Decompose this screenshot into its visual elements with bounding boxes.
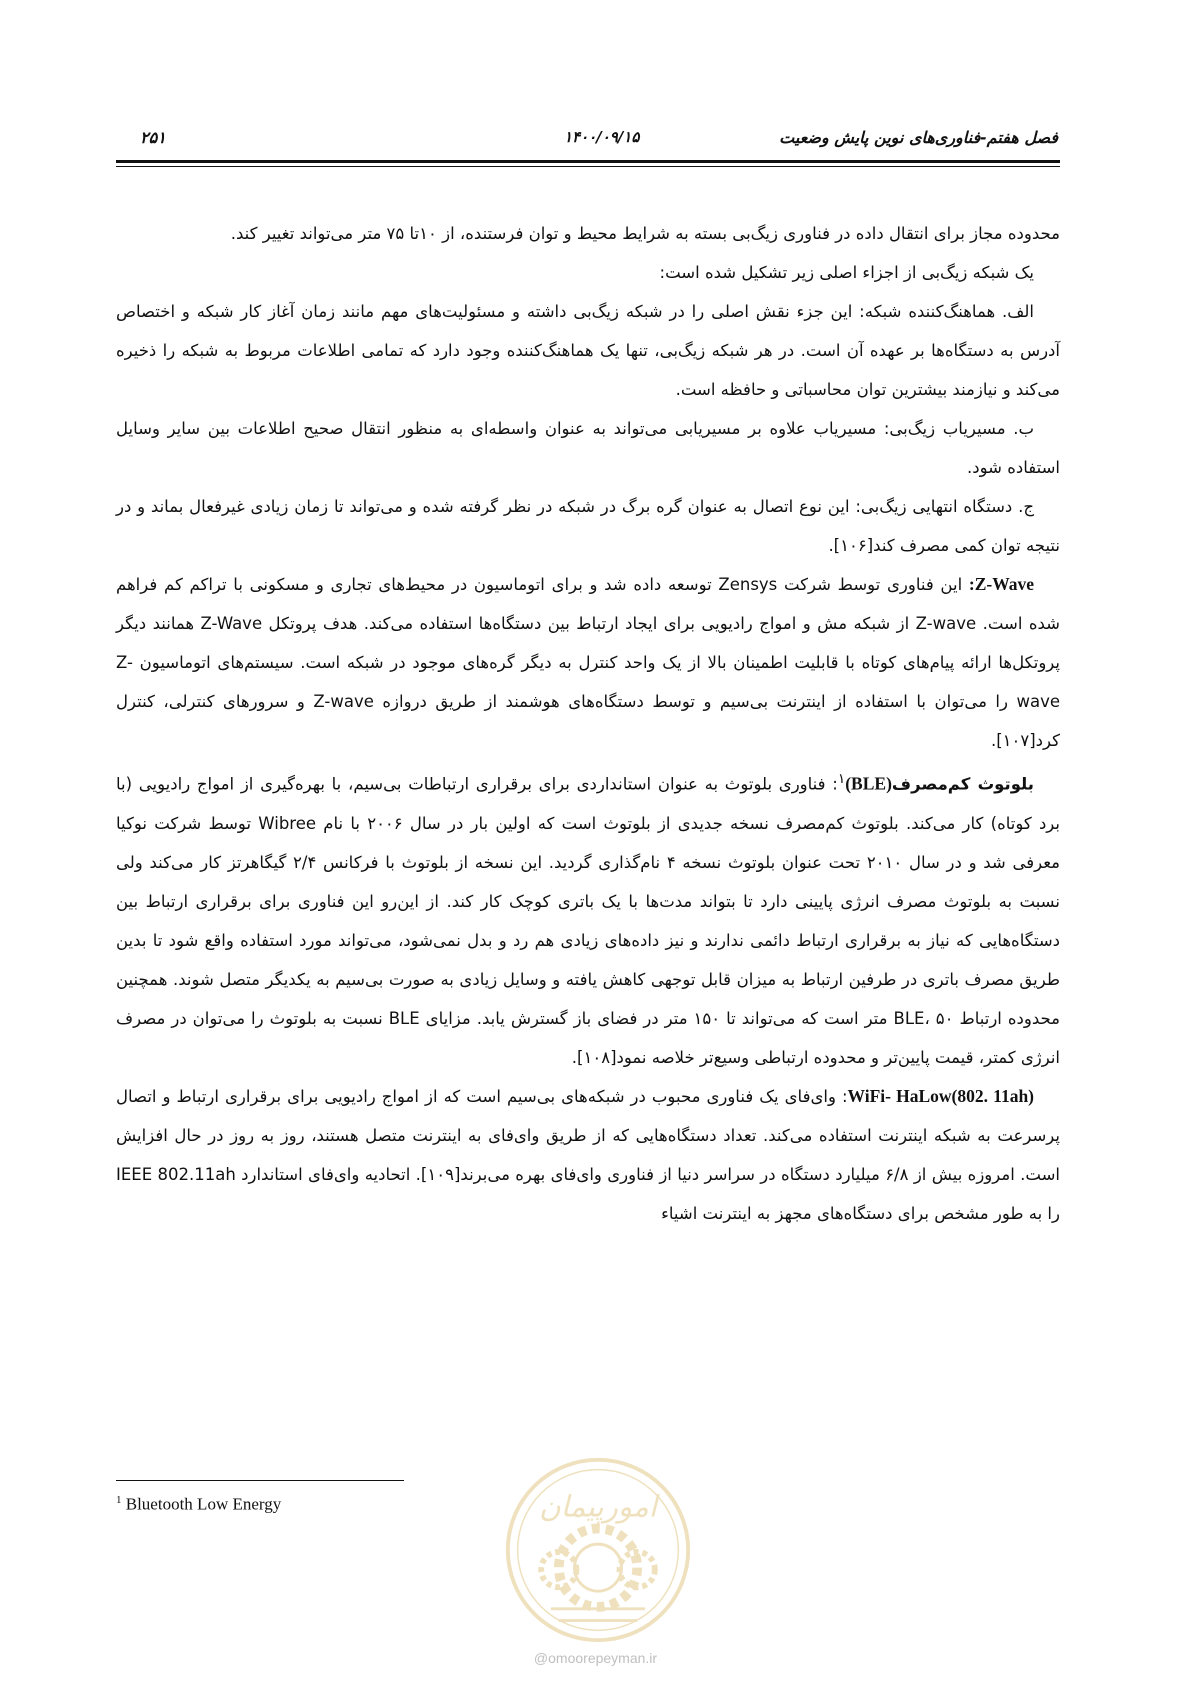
header-rule-thin (116, 166, 1060, 167)
wifi-halow-term: WiFi- HaLow(802. 11ah) (847, 1085, 1035, 1106)
footnote-number: 1 (116, 1494, 122, 1506)
zwave-term: Z-Wave: (968, 574, 1034, 594)
watermark-logo-text: امورپیمان (539, 1489, 657, 1524)
paragraph-ble (116, 760, 1060, 1077)
ble-term: بلوتوث کم‌مصرف (891, 774, 1034, 794)
footnote-rule (116, 1480, 404, 1481)
footnote-marker: ۱ (837, 771, 846, 787)
watermark-url: @omoorepeyman.ir (533, 1650, 658, 1666)
ble-abbr: (BLE) (845, 773, 892, 794)
header-date: ۱۴۰۰/۰۹/۱۵ (564, 128, 640, 146)
ble-text: : فناوری بلوتوث به عنوان استانداردی برای برقراری ارتباطات بی‌سیم، با بهره‌گیری از امواج رادیویی (با برد کوتاه) کار می‌کند. بلوتوث کم‌مصرف نسخه جدیدی از بلوتوث است که اولین بار در سال ۲۰۰۶ با نام Wibree توسط شرکت نوکیا معرفی شد و در سال ۲۰۱۰ تحت عنوان بلوتوث نسخه ۴ نام‌گذاری گردید. این نسخه از بلوتوث با فرکانس ۲/۴ گیگاهرتز کار می‌کند ولی نسبت به بلوتوث مصرف انرژی پایینی دارد تا بتواند مدت‌ها با یک باتری کوچک کار کند. از این‌رو این فناوری برای برقراری ارتباط بین دستگاه‌هایی که نیاز به برقراری ارتباط دائمی ندارند و نیز داده‌های زیادی هم رد و بدل نمی‌شود، می‌تواند مورد استفاده واقع شود تا بدین طریق مصرف باتری در طرفین ارتباط به میزان قابل توجهی کاهش یافته و وسایل زیادی به صورت بی‌سیم به یکدیگر متصل شوند. همچنین محدوده ارتباط BLE، ۵۰ متر است که می‌تواند تا ۱۵۰ متر در فضای باز گسترش یابد. مزایای BLE نسبت به بلوتوث را می‌توان در مصرف انرژی کمتر، قیمت پایین‌تر و محدوده ارتباطی وسیع‌تر خلاصه نمود[۱۰۸]. (116, 774, 1060, 1067)
zwave-text: این فناوری توسط شرکت Zensys توسعه داده شد و برای اتوماسیون در محیط‌های تجاری و مسکونی با تراکم کم فراهم شده است. Z-wave از شبکه مش و امواج رادیویی برای ایجاد ارتباط بین دستگاه‌ها استفاده می‌کند. هدف پروتکل Z-Wave همانند دیگر پروتکل‌ها ارائه پیام‌های کوتاه با قابلیت اطمینان بالا از یک واحد کنترل به دیگر گره‌های موجود در شبکه است. سیستم‌های اتوماسیون Z-wave را می‌توان با استفاده از اینترنت بی‌سیم و توسط دستگاه‌های هوشمند از طریق دروازه Z-wave و سرورهای کنترلی، کنترل کرد[۱۰۷]. (116, 575, 1060, 750)
chapter-title: فصل هفتم-فناوری‌های نوین پایش وضعیت (779, 128, 1058, 147)
watermark-logo-icon (500, 1452, 696, 1648)
footnote-text: Bluetooth Low Energy (121, 1494, 282, 1514)
footnote (116, 1494, 281, 1515)
paragraph-wifi-halow (116, 1077, 1060, 1233)
body-text (116, 214, 1060, 1233)
paragraph-coordinator: الف. هماهنگ‌کننده شبکه: این جزء نقش اصلی را در شبکه زیگ‌بی داشته و مسئولیت‌های مهم مانند زمان آغاز کار شبکه و اختصاص آدرس به دستگاه‌ها بر عهده آن است. در هر شبکه زیگ‌بی، تنها یک هماهنگ‌کننده وجود دارد که تمامی اطلاعات مربوط به شبکه را ذخیره می‌کند و نیازمند بیشترین توان محاسباتی و حافظه است. (116, 302, 1060, 399)
page-header (118, 128, 1058, 154)
paragraph-end-device: ج. دستگاه انتهایی زیگ‌بی: این نوع اتصال به عنوان گره برگ در شبکه در نظر گرفته شده و می‌تواند تا زمان زیادی غیرفعال بماند و در نتیجه توان کمی مصرف کند[۱۰۶]. (116, 497, 1060, 555)
paragraph-range: محدوده مجاز برای انتقال داده در فناوری زیگ‌بی بسته به شرایط محیط و توان فرستنده، از ۱۰تا ۷۵ متر می‌تواند تغییر کند. (230, 224, 1060, 243)
wifi-halow-text: : وای‌فای یک فناوری محبوب در شبکه‌های بی‌سیم است که از امواج رادیویی برای برقراری ارتباط و اتصال پرسرعت به شبکه اینترنت استفاده می‌کند. تعداد دستگاه‌هایی که از طریق وای‌فای به اینترنت متصل هستند، روز به روز در حال افزایش است. امروزه بیش از ۶/۸ میلیارد دستگاه در سراسر دنیا از فناوری وای‌فای بهره می‌برند[۱۰۹]. اتحادیه وای‌فای استاندارد IEEE 802.11ah را به طور مشخص برای دستگاه‌های مجهز به اینترنت اشیاء (116, 1086, 1060, 1223)
paragraph-router: ب. مسیریاب زیگ‌بی: مسیریاب علاوه بر مسیریابی می‌تواند به عنوان واسطه‌ای به منظور انتقال صحیح اطلاعات بین سایر وسایل استفاده شود. (116, 419, 1060, 477)
paragraph-components-intro: یک شبکه زیگ‌بی از اجزاء اصلی زیر تشکیل شده است: (659, 263, 1034, 282)
paragraph-zwave (116, 565, 1060, 760)
header-rule-thick (116, 160, 1060, 163)
page-number: ۲۵۱ (140, 128, 166, 147)
